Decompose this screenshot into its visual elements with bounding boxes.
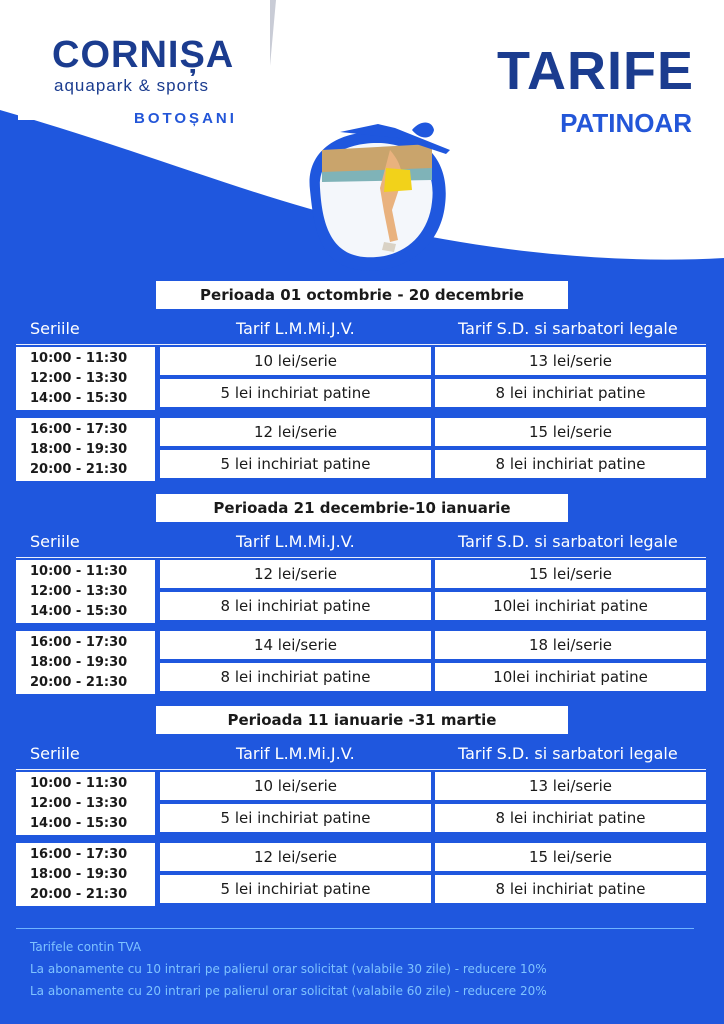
weekday-series-price: 14 lei/serie xyxy=(160,631,431,659)
weekend-series-price: 18 lei/serie xyxy=(435,631,706,659)
brand-city: BOTOȘANI xyxy=(134,110,237,127)
footer-note-10-entries: La abonamente cu 10 intrari pe palierul orar solicitat (valabile 30 zile) - reducere 10% xyxy=(30,962,547,976)
column-header-seriile: Seriile xyxy=(30,532,80,551)
footer-divider xyxy=(16,928,694,929)
time-slot: 12:00 - 13:30 xyxy=(30,796,128,811)
time-slot: 18:00 - 19:30 xyxy=(30,867,128,882)
time-slot: 16:00 - 17:30 xyxy=(30,635,128,650)
brand-logo-wordmark: CORNIȘA xyxy=(52,34,235,76)
time-slot-block xyxy=(16,418,155,481)
weekend-skate-rental-price: 8 lei inchiriat patine xyxy=(435,450,706,478)
weekday-series-price: 12 lei/serie xyxy=(160,843,431,871)
brand-logo-subtitle: aquapark & sports xyxy=(54,76,209,95)
column-header-weekday: Tarif L.M.Mi.J.V. xyxy=(236,744,355,763)
footer-note-20-entries: La abonamente cu 20 intrari pe palierul orar solicitat (valabile 60 zile) - reducere 20% xyxy=(30,984,547,998)
time-slot: 14:00 - 15:30 xyxy=(30,816,128,831)
time-slot: 18:00 - 19:30 xyxy=(30,655,128,670)
weekend-skate-rental-price: 10lei inchiriat patine xyxy=(435,663,706,691)
weekday-series-price: 10 lei/serie xyxy=(160,347,431,375)
time-slot: 20:00 - 21:30 xyxy=(30,462,128,477)
time-slot: 10:00 - 11:30 xyxy=(30,564,128,579)
time-slot: 14:00 - 15:30 xyxy=(30,391,128,406)
time-slot-block xyxy=(16,772,155,835)
period-title: Perioada 01 octombrie - 20 decembrie xyxy=(156,281,568,309)
time-slot: 20:00 - 21:30 xyxy=(30,887,128,902)
page-title: TARIFE xyxy=(497,41,694,101)
weekend-skate-rental-price: 8 lei inchiriat patine xyxy=(435,804,706,832)
page-subtitle: PATINOAR xyxy=(560,108,692,138)
time-slot: 18:00 - 19:30 xyxy=(30,442,128,457)
time-slot: 16:00 - 17:30 xyxy=(30,847,128,862)
skater-illustration xyxy=(300,110,480,280)
footer-note-vat: Tarifele contin TVA xyxy=(30,940,142,954)
weekend-series-price: 15 lei/serie xyxy=(435,418,706,446)
time-slot: 12:00 - 13:30 xyxy=(30,371,128,386)
column-header-seriile: Seriile xyxy=(30,744,80,763)
time-slot: 20:00 - 21:30 xyxy=(30,675,128,690)
weekday-skate-rental-price: 5 lei inchiriat patine xyxy=(160,379,431,407)
weekday-series-price: 10 lei/serie xyxy=(160,772,431,800)
time-slot-block xyxy=(16,843,155,906)
weekday-skate-rental-price: 5 lei inchiriat patine xyxy=(160,450,431,478)
weekend-series-price: 13 lei/serie xyxy=(435,347,706,375)
column-header-weekend: Tarif S.D. si sarbatori legale xyxy=(458,319,678,338)
header-underline xyxy=(16,769,706,770)
column-header-weekday: Tarif L.M.Mi.J.V. xyxy=(236,532,355,551)
header-underline xyxy=(16,344,706,345)
weekday-series-price: 12 lei/serie xyxy=(160,560,431,588)
weekend-series-price: 13 lei/serie xyxy=(435,772,706,800)
weekday-skate-rental-price: 5 lei inchiriat patine xyxy=(160,875,431,903)
weekend-series-price: 15 lei/serie xyxy=(435,560,706,588)
weekend-skate-rental-price: 10lei inchiriat patine xyxy=(435,592,706,620)
weekend-skate-rental-price: 8 lei inchiriat patine xyxy=(435,875,706,903)
weekday-skate-rental-price: 8 lei inchiriat patine xyxy=(160,663,431,691)
header-underline xyxy=(16,557,706,558)
time-slot: 16:00 - 17:30 xyxy=(30,422,128,437)
column-header-weekday: Tarif L.M.Mi.J.V. xyxy=(236,319,355,338)
period-title: Perioada 11 ianuarie -31 martie xyxy=(156,706,568,734)
column-header-weekend: Tarif S.D. si sarbatori legale xyxy=(458,744,678,763)
column-header-seriile: Seriile xyxy=(30,319,80,338)
time-slot: 14:00 - 15:30 xyxy=(30,604,128,619)
weekday-series-price: 12 lei/serie xyxy=(160,418,431,446)
weekday-skate-rental-price: 5 lei inchiriat patine xyxy=(160,804,431,832)
time-slot-block xyxy=(16,560,155,623)
weekday-skate-rental-price: 8 lei inchiriat patine xyxy=(160,592,431,620)
period-title: Perioada 21 decembrie-10 ianuarie xyxy=(156,494,568,522)
weekend-skate-rental-price: 8 lei inchiriat patine xyxy=(435,379,706,407)
time-slot: 12:00 - 13:30 xyxy=(30,584,128,599)
time-slot-block xyxy=(16,631,155,694)
time-slot: 10:00 - 11:30 xyxy=(30,776,128,791)
time-slot: 10:00 - 11:30 xyxy=(30,351,128,366)
column-header-weekend: Tarif S.D. si sarbatori legale xyxy=(458,532,678,551)
weekend-series-price: 15 lei/serie xyxy=(435,843,706,871)
time-slot-block xyxy=(16,347,155,410)
